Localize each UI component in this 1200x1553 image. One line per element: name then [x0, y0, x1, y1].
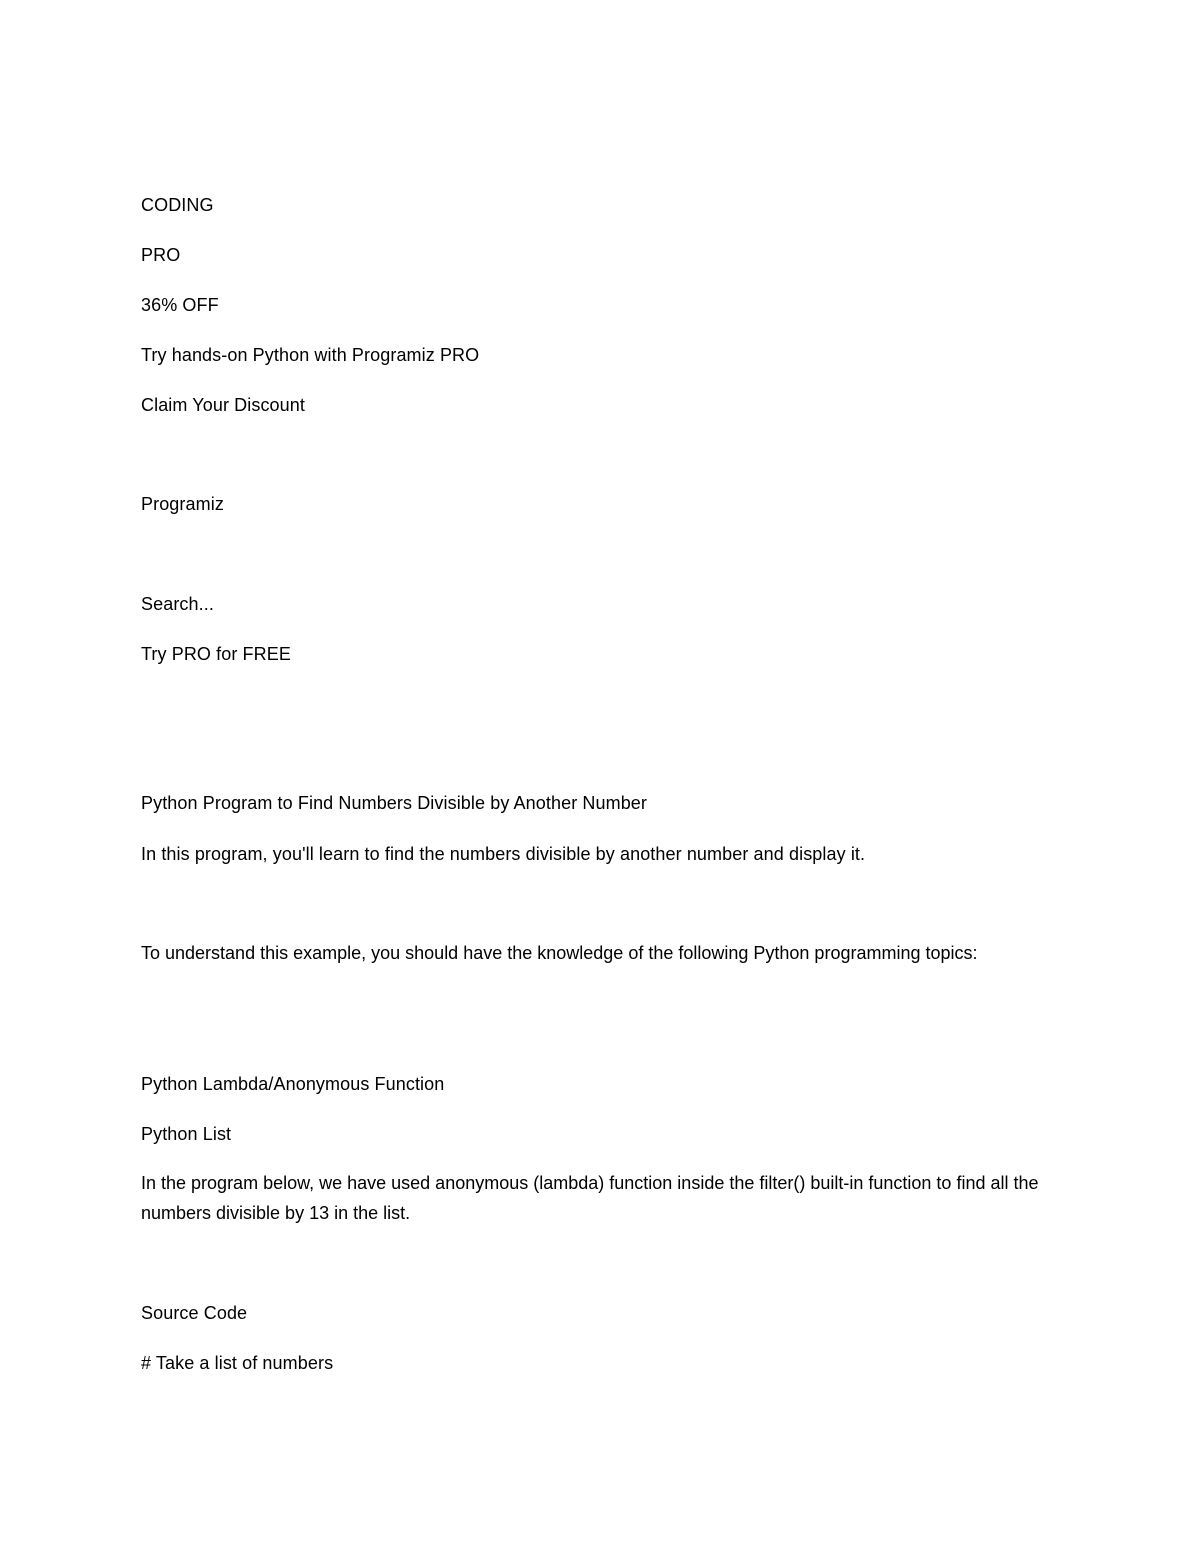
page-title: Python Program to Find Numbers Divisible by Another Number: [141, 793, 648, 813]
promo-pro-text: PRO: [141, 245, 181, 265]
description-paragraph: In the program below, we have used anonymous (lambda) function inside the filter() built-in function to find all the numbers divisible by 13 in the list.: [141, 1173, 1039, 1223]
search-input[interactable]: Search...: [141, 594, 214, 614]
prereq-paragraph: To understand this example, you should have the knowledge of the following Python programming topics:: [141, 943, 978, 963]
brand-name[interactable]: Programiz: [141, 494, 224, 514]
promo-discount-text: 36% OFF: [141, 295, 219, 315]
promo-coding-text: CODING: [141, 195, 214, 215]
promo-tagline: Try hands-on Python with Programiz PRO: [141, 345, 480, 365]
intro-paragraph: In this program, you'll learn to find the numbers divisible by another number and display it.: [141, 844, 866, 864]
source-code-heading: Source Code: [141, 1303, 248, 1323]
code-comment-line: # Take a list of numbers: [141, 1353, 334, 1373]
topic-link-list[interactable]: Python List: [141, 1124, 232, 1144]
topic-link-lambda[interactable]: Python Lambda/Anonymous Function: [141, 1074, 445, 1094]
try-pro-button[interactable]: Try PRO for FREE: [141, 644, 291, 664]
claim-discount-link[interactable]: Claim Your Discount: [141, 395, 305, 415]
